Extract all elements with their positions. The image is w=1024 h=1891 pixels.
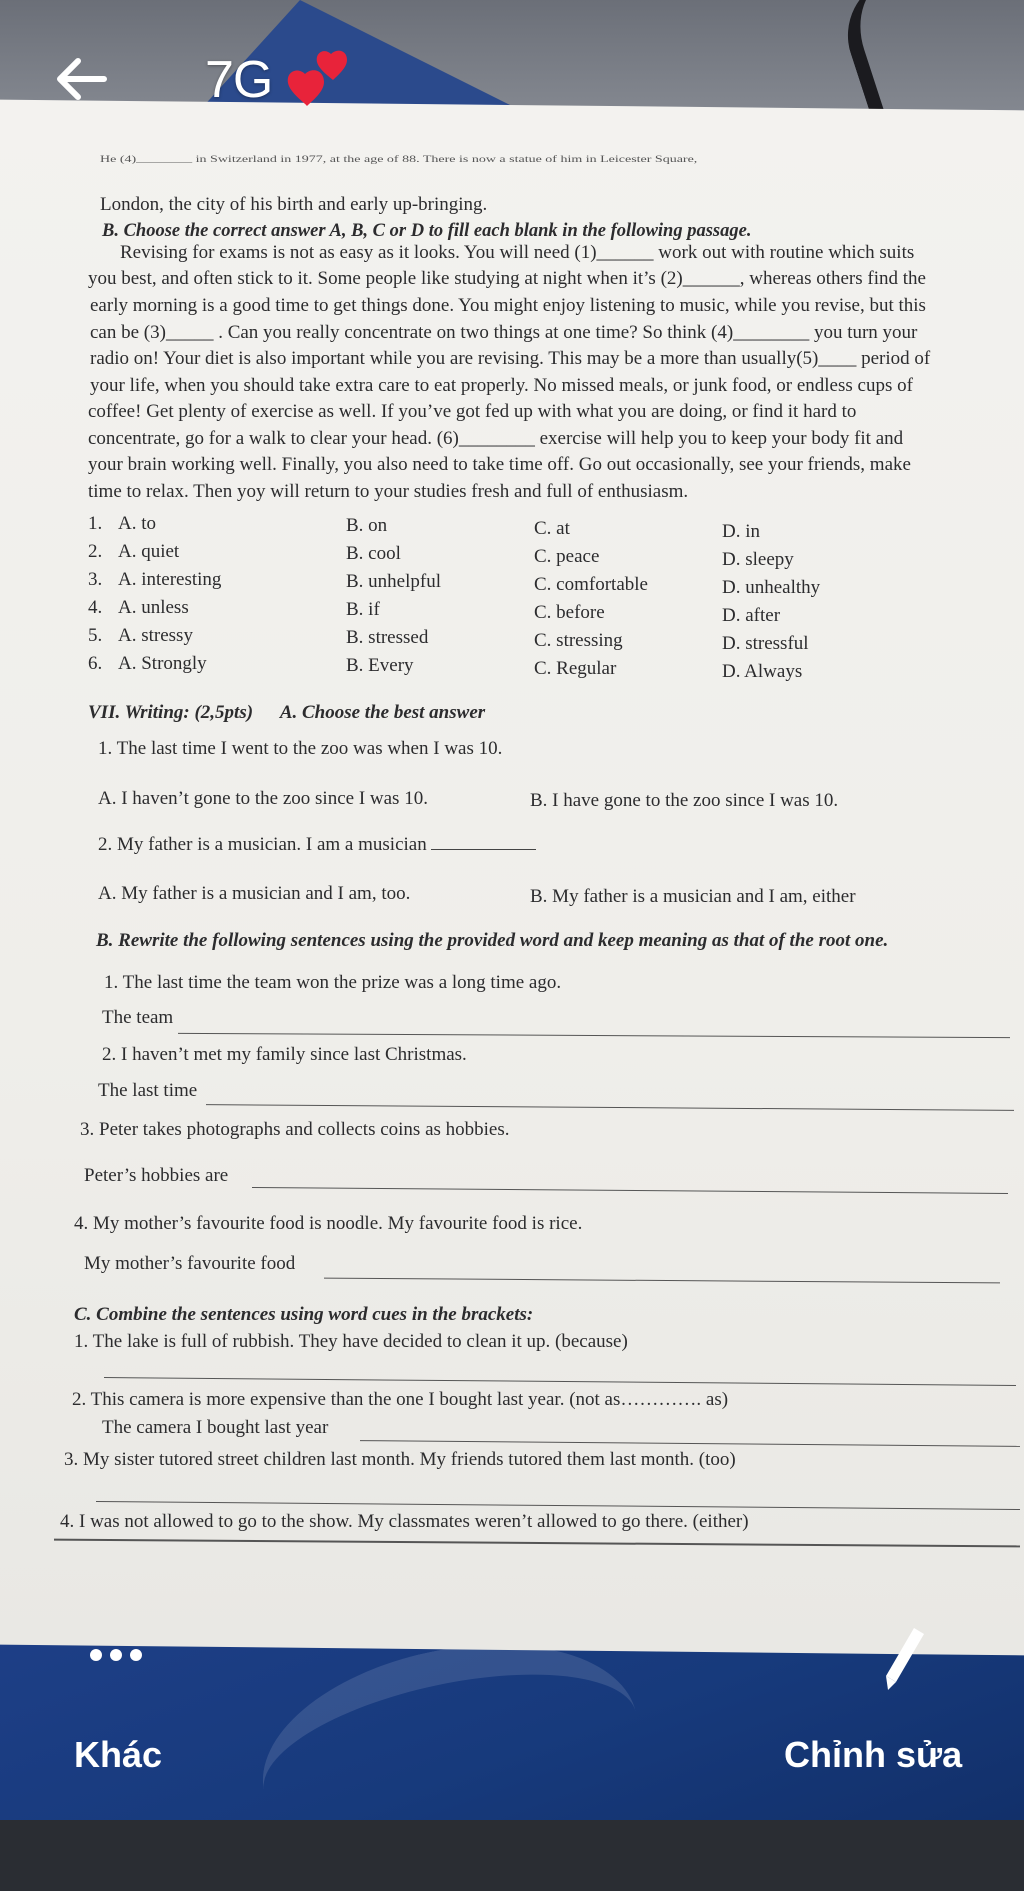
mcq-option-d: D. unhealthy [722,577,821,598]
app-bar [0,0,1024,120]
writing-question-text: 2. My father is a musician. I am a musician [98,834,427,855]
worksheet-document [0,155,1024,1555]
intro-line: London, the city of his birth and early up-bringing. [100,194,488,215]
answer-line [360,1440,1020,1447]
mcq-number: 5. [88,625,103,646]
mcq-option-a: A. unless [118,597,189,618]
more-button-label[interactable]: Khác [74,1734,163,1775]
mcq-option-d: D. after [722,605,781,626]
mcq-option-a: A. quiet [118,541,180,562]
mcq-number: 4. [88,597,103,618]
dot [90,1649,102,1661]
mcq-number: 2. [88,541,103,562]
passage-line: Revising for exams is not as easy as it looks. You will need (1)______ work out with routine which suits [120,242,915,263]
rewrite-start: The last time [98,1080,198,1101]
answer-line [324,1278,1000,1284]
mcq-option-c: C. Regular [534,658,617,679]
mcq-option-c: C. before [534,602,605,623]
rewrite-question: 1. The last time the team won the prize was a long time ago. [104,972,562,993]
mcq-option-a: A. interesting [118,569,222,590]
combine-start: The camera I bought last year [102,1417,329,1438]
dot [130,1649,142,1661]
mcq-number: 1. [88,513,103,534]
answer-line [104,1377,1016,1386]
arrow-left-icon [52,56,108,102]
combine-question: 1. The lake is full of rubbish. They have decided to clean it up. (because) [74,1331,628,1352]
answer-line [96,1501,1020,1510]
mcq-number: 3. [88,569,103,590]
mcq-option-c: C. at [534,518,570,539]
writing-heading-task: A. Choose the best answer [279,702,486,723]
mcq-option-a: A. to [118,513,156,534]
mcq-option-a: A. Strongly [118,653,207,674]
mcq-option-b: B. Every [346,655,414,676]
cut-off-line: He (4)________ in Switzerland in 1977, at the age of 88. There is now a statue of him in Leicester Square, [100,154,698,165]
mcq-option-a: A. stressy [118,625,193,646]
answer-line [252,1187,1008,1194]
mcq-option-b: B. cool [346,543,401,564]
more-options-button[interactable] [90,1648,160,1678]
rewrite-question: 3. Peter takes photographs and collects coins as hobbies. [80,1119,510,1140]
combine-question: 3. My sister tutored street children last month. My friends tutored them last month. (too) [64,1449,736,1470]
answer-line [206,1104,1014,1111]
rewrite-heading: B. Rewrite the following sentences using the provided word and keep meaning as that of the root one. [96,930,889,951]
passage-line: radio on! Your diet is also important while you are revising. This may be a more than usually(5)____ period of [90,348,931,369]
section-b-heading: B. Choose the correct answer A, B, C or D to fill each blank in the following passage. [102,221,752,241]
writing-answer-a: A. I haven’t gone to the zoo since I was 10. [98,788,428,809]
writing-answer-a: A. My father is a musician and I am, too. [98,883,411,904]
mcq-option-c: C. stressing [534,630,623,651]
writing-answer-b: B. My father is a musician and I am, either [530,886,856,907]
mcq-option-c: C. comfortable [534,574,648,595]
rewrite-start: My mother’s favourite food [84,1253,296,1274]
passage-line: can be (3)_____ . Can you really concentrate on two things at one time? So think (4)________ you turn your [90,322,918,343]
passage-line: time to relax. Then yoy will return to your studies fresh and full of enthusiasm. [88,481,689,502]
writing-heading-score: VII. Writing: (2,5pts) [88,702,254,723]
mcq-option-b: B. on [346,515,388,536]
mcq-option-c: C. peace [534,546,600,567]
answer-line [178,1033,1010,1038]
writing-question [98,833,536,856]
passage-line: coffee! Get plenty of exercise as well. If you’ve got fed up with what you are doing, or find it hard to [88,401,857,422]
combine-question: 2. This camera is more expensive than the one I bought last year. (not as…………. as) [72,1389,729,1410]
rewrite-question: 4. My mother’s favourite food is noodle. My favourite food is rice. [74,1213,583,1234]
rewrite-start: The team [102,1007,174,1028]
combine-question: 4. I was not allowed to go to the show. My classmates weren’t allowed to go there. (either) [60,1511,749,1532]
passage-line: concentrate, go for a walk to clear your head. (6)________ exercise will help you to keep your body fit and [88,428,904,449]
passage-line: you best, and often stick to it. Some people like studying at night when it’s (2)______, whereas others find the [88,268,926,289]
mcq-option-d: D. in [722,521,760,542]
back-button[interactable] [52,56,108,102]
writing-question: 1. The last time I went to the zoo was when I was 10. [98,738,503,759]
pencil-icon[interactable] [880,1622,930,1694]
mcq-option-d: D. sleepy [722,549,794,570]
rewrite-start: Peter’s hobbies are [84,1165,229,1186]
answer-line [54,1539,1020,1548]
writing-answer-b: B. I have gone to the zoo since I was 10. [530,790,839,811]
passage-line: your life, when you should take extra care to eat properly. No missed meals, or junk food, or endless cups of [90,375,913,396]
mcq-option-b: B. if [346,599,380,620]
writing-heading [88,702,485,724]
mcq-option-b: B. stressed [346,627,429,648]
mcq-option-d: D. stressful [722,633,809,654]
mcq-option-b: B. unhelpful [346,571,441,592]
passage-line: your brain working well. Finally, you also need to take time off. Go out occasionally, see your friends, make [88,454,911,475]
edit-button-label[interactable]: Chỉnh sửa [784,1734,963,1775]
passage-line: early morning is a good time to get things done. You might enjoy listening to music, while you revise, but this [90,295,926,316]
page-title: 7G [205,51,273,109]
mcq-number: 6. [88,653,103,674]
mcq-option-d: D. Always [722,661,803,682]
combine-heading: C. Combine the sentences using word cues in the brackets: [74,1304,534,1325]
rewrite-question: 2. I haven’t met my family since last Christmas. [102,1044,467,1065]
two-hearts-icon [285,48,355,114]
answer-blank [431,833,536,850]
dot [110,1649,122,1661]
